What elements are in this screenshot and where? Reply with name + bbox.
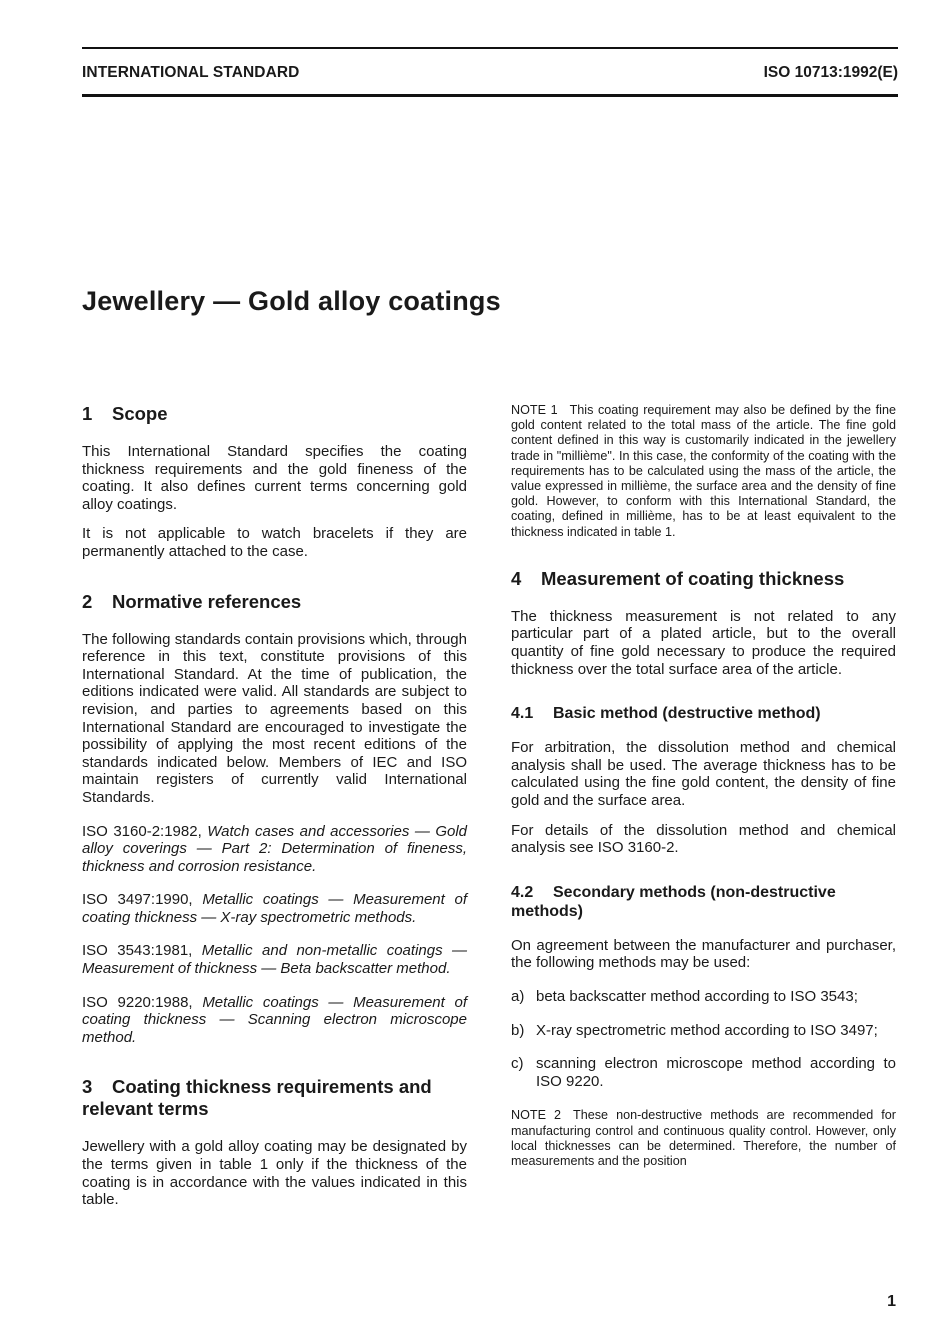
reference-title: Watch cases and accessories — Gold alloy coverings — Part 2: Determination of fineness, thickness and corrosion resistance. xyxy=(82,822,468,875)
header-standard-type: INTERNATIONAL STANDARD xyxy=(82,64,300,81)
section-number: 3 xyxy=(82,1076,93,1098)
list-text: scanning electron microscope method according to ISO 9220. xyxy=(536,1055,896,1090)
list-marker: c) xyxy=(511,1055,524,1073)
note-text: This coating requirement may also be defined by the fine gold content related to the total mass of the article. The fine gold content defined in this way is customarily indicated in the jewellery trade in "millième". In this case, the conformity of the coating with the requirements has to be calculated using the mass of the article, the value expressed in millième, the surface area and the density of fine gold. However, to conform with this International Standard, the coating, defined in millième, has to be at least equivalent to the thickness indicated in table 1. xyxy=(511,403,896,539)
section-number: 4 xyxy=(511,567,522,589)
section-number: 2 xyxy=(82,590,93,612)
section-4-1-heading xyxy=(511,704,896,723)
note-text: These non-destructive methods are recommended for manufacturing control and continuous quality control. However, only local thicknesses can be determined. Therefore, the number of measurements and the position xyxy=(511,1108,896,1168)
section-4-2-heading xyxy=(511,883,896,921)
reference-code: ISO 3543:1981, xyxy=(82,942,193,960)
right-column xyxy=(511,403,896,1189)
reference-code: ISO 9220:1988, xyxy=(82,993,193,1011)
section-1-heading xyxy=(82,403,467,425)
note-label: NOTE 2 xyxy=(511,1108,562,1123)
section-title: Basic method (destructive method) xyxy=(553,705,821,723)
note-1 xyxy=(511,403,896,540)
list-text: beta backscatter method according to ISO 3543; xyxy=(536,987,858,1005)
section-title: Scope xyxy=(112,403,168,424)
reference-code: ISO 3497:1990, xyxy=(82,891,193,909)
section-3-heading xyxy=(82,1076,467,1120)
section-number: 4.1 xyxy=(511,705,534,723)
reference-item xyxy=(82,994,467,1047)
section-title: Coating thickness requirements and relevant terms xyxy=(82,1076,432,1120)
header-rule-top xyxy=(82,47,898,49)
list-text: X-ray spectrometric method according to ISO 3497; xyxy=(536,1021,878,1039)
list-marker: b) xyxy=(511,1021,525,1039)
section-4-heading xyxy=(511,568,896,590)
reference-code: ISO 3160-2:1982, xyxy=(82,822,202,840)
scope-paragraph: It is not applicable to watch bracelets if they are permanently attached to the case. xyxy=(82,525,467,560)
reference-item xyxy=(82,942,467,977)
secondary-intro: On agreement between the manufacturer and purchaser, the following methods may be used: xyxy=(511,936,896,972)
section-title: Measurement of coating thickness xyxy=(541,567,845,589)
measurement-paragraph: The thickness measurement is not related to any particular part of a plated article, but to the overall quantity of fine gold necessary to produce the required thickness over the total surface area of the article. xyxy=(511,607,896,678)
coating-paragraph: Jewellery with a gold alloy coating may be designated by the terms given in table 1 only if the thickness of the coating is in accordance with the values indicated in this table. xyxy=(82,1138,467,1209)
list-item xyxy=(511,1022,896,1040)
basic-method-paragraph: For arbitration, the dissolution method and chemical analysis shall be used. The average thickness has to be calculated using the fine gold content, the density of fine gold and the surface area. xyxy=(511,739,896,809)
reference-title: Metallic coatings — Measurement of coating thickness — Scanning electron microscope method. xyxy=(82,993,467,1046)
list-item xyxy=(511,1055,896,1090)
header-rule-bottom xyxy=(82,94,898,97)
list-marker: a) xyxy=(511,987,525,1005)
document-title: Jewellery — Gold alloy coatings xyxy=(82,286,501,316)
left-column xyxy=(82,403,467,1221)
note-2 xyxy=(511,1108,896,1169)
section-number: 1 xyxy=(82,403,93,424)
section-number: 4.2 xyxy=(511,883,534,901)
header-standard-number: ISO 10713:1992(E) xyxy=(763,64,898,81)
scope-paragraph: This International Standard specifies the coating thickness requirements and the gold fineness of the coating. It also defines current terms concerning gold alloy coatings. xyxy=(82,443,467,513)
list-item xyxy=(511,988,896,1006)
basic-method-paragraph: For details of the dissolution method and chemical analysis see ISO 3160-2. xyxy=(511,821,896,857)
section-2-heading xyxy=(82,591,467,613)
section-title: Secondary methods (non-destructive methods) xyxy=(511,883,836,920)
note-label: NOTE 1 xyxy=(511,403,558,417)
reference-title: Metallic coatings — Measurement of coating thickness — X-ray spectrometric methods. xyxy=(82,891,467,926)
page-number: 1 xyxy=(887,1293,896,1310)
reference-item xyxy=(82,823,467,876)
normative-intro: The following standards contain provisions which, through reference in this text, constitute provisions of this International Standard. At the time of publication, the editions indicated were valid. All standards are subject to revision, and parties to agreements based on this International Standard are encouraged to investigate the possibility of applying the most recent editions of the standards indicated below. Members of IEC and ISO maintain registers of currently valid International Standards. xyxy=(82,630,467,806)
section-title: Normative references xyxy=(112,590,302,612)
reference-title: Metallic and non-metallic coatings — Measurement of thickness — Beta backscatter method. xyxy=(82,942,467,978)
reference-item xyxy=(82,891,467,926)
